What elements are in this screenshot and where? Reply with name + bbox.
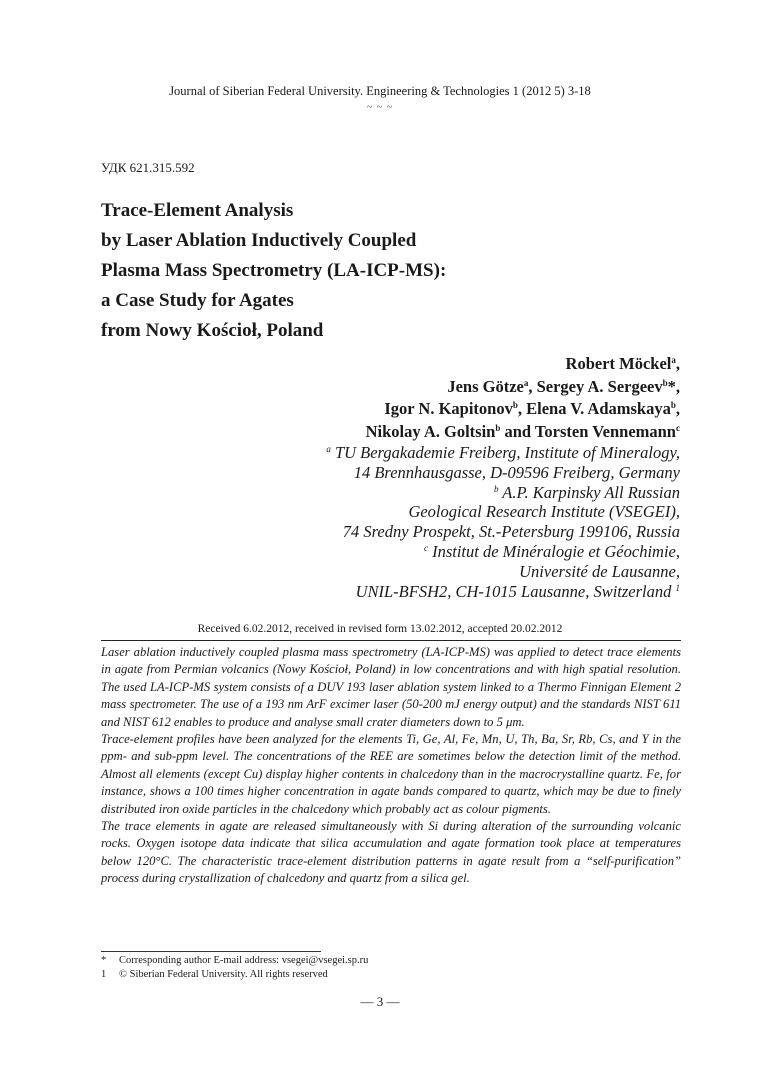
title-line: a Case Study for Agates xyxy=(101,290,294,311)
abstract-divider xyxy=(101,640,681,641)
affiliation-line: $^a$ TU Bergakademie Freiberg, Institute of Mineralogy, xyxy=(326,443,680,462)
abstract-paragraph: Laser ablation inductively coupled plasma mass spectrometry (LA-ICP-MS) was applied to detect trace elements in agate from Permian volcanics (Nowy Kościoł, Poland) in low concentrations and with high spatial resolution. The used LA-ICP-MS system consists of a DUV 193 laser ablation system linked to a Thermo Finnigan Element 2 mass spectrometer. The use of a 193 nm ArF excimer laser (50-200 mJ energy output) and the standards NIST 611 and NIST 612 enables to produce and analyse small crater diameters down to 5 μm. xyxy=(101,645,681,729)
affiliation-line: $^b$ A.P. Karpinsky All Russian xyxy=(493,482,680,502)
affiliations xyxy=(326,443,680,601)
author-list xyxy=(366,353,680,443)
author-line: Robert Möckel$^a$, xyxy=(565,354,680,373)
footnote: 1 © Siberian Federal University. All rights reserved xyxy=(101,969,328,980)
author-line: Igor N. Kapitonov$^b$, Elena V. Adamskaya$^b$, xyxy=(384,399,680,418)
affiliation-line: 74 Sredny Prospekt, St.-Petersburg 199106, Russia xyxy=(342,522,680,542)
abstract xyxy=(101,644,681,888)
abstract-paragraph: Trace-element profiles have been analyzed for the elements Ti, Ge, Al, Fe, Mn, U, Th, Ba, Sr, Rb, Cs, and Y in the ppm- and sub-ppm level. The concentrations of the REE are sometimes below the detection limit of the method. Almost all elements (except Cu) display higher contents in chalcedony than in the macrocrystalline quartz. Fe, for instance, shows a 100 times higher concentration in agate bands compared to quartz, which may be due to finely distributed iron oxide particles in the chalcedony which probably act as colour pigments. xyxy=(101,732,681,816)
header-ornament: ~ ~ ~ xyxy=(366,102,394,113)
abstract-paragraph: The trace elements in agate are released simultaneously with Si during alteration of the surrounding volcanic rocks. Oxygen isotope data indicate that silica accumulation and agate formation took place at temperatures below 120°C. The characteristic trace-element distribution patterns in agate result from a “self-purification” process during crystallization of chalcedony and quartz from a silica gel. xyxy=(101,819,681,886)
affiliation-line: Université de Lausanne, xyxy=(519,561,680,581)
udk-code: УДК 621.315.592 xyxy=(101,160,195,175)
journal-header: Journal of Siberian Federal University. Engineering & Technologies 1 (2012 5) 3-18 xyxy=(169,84,591,98)
author-line: Nikolay A. Goltsin$^b$ and Torsten Vennemann$^c$ xyxy=(365,421,680,441)
title-line: Plasma Mass Spectrometry (LA-ICP-MS): xyxy=(101,260,447,281)
author-line: Jens Götze$^a$, Sergey A. Sergeev$^b$*, xyxy=(447,376,680,396)
footnote: * Corresponding author E-mail address: vsegei@vsegei.sp.ru xyxy=(101,955,369,966)
title-line: Trace-Element Analysis xyxy=(101,200,294,221)
affiliation-line: 14 Brennhausgasse, D-09596 Freiberg, Germany xyxy=(353,462,680,482)
footnote-divider xyxy=(101,951,321,952)
footnotes xyxy=(101,954,368,982)
affiliation-line: Geological Research Institute (VSEGEI), xyxy=(408,502,680,522)
affiliation-line: UNIL-BFSH2, CH-1015 Lausanne, Switzerland $^1$ xyxy=(355,581,680,601)
page-number: — 3 — xyxy=(360,994,400,1009)
affiliation-line: $^c$ Institut de Minéralogie et Géochimie, xyxy=(423,541,680,561)
received-dates: Received 6.02.2012, received in revised form 13.02.2012, accepted 20.02.2012 xyxy=(197,623,563,635)
article-title xyxy=(101,196,446,346)
title-line: from Nowy Kościoł, Poland xyxy=(101,320,324,341)
title-line: by Laser Ablation Inductively Coupled xyxy=(101,230,417,251)
